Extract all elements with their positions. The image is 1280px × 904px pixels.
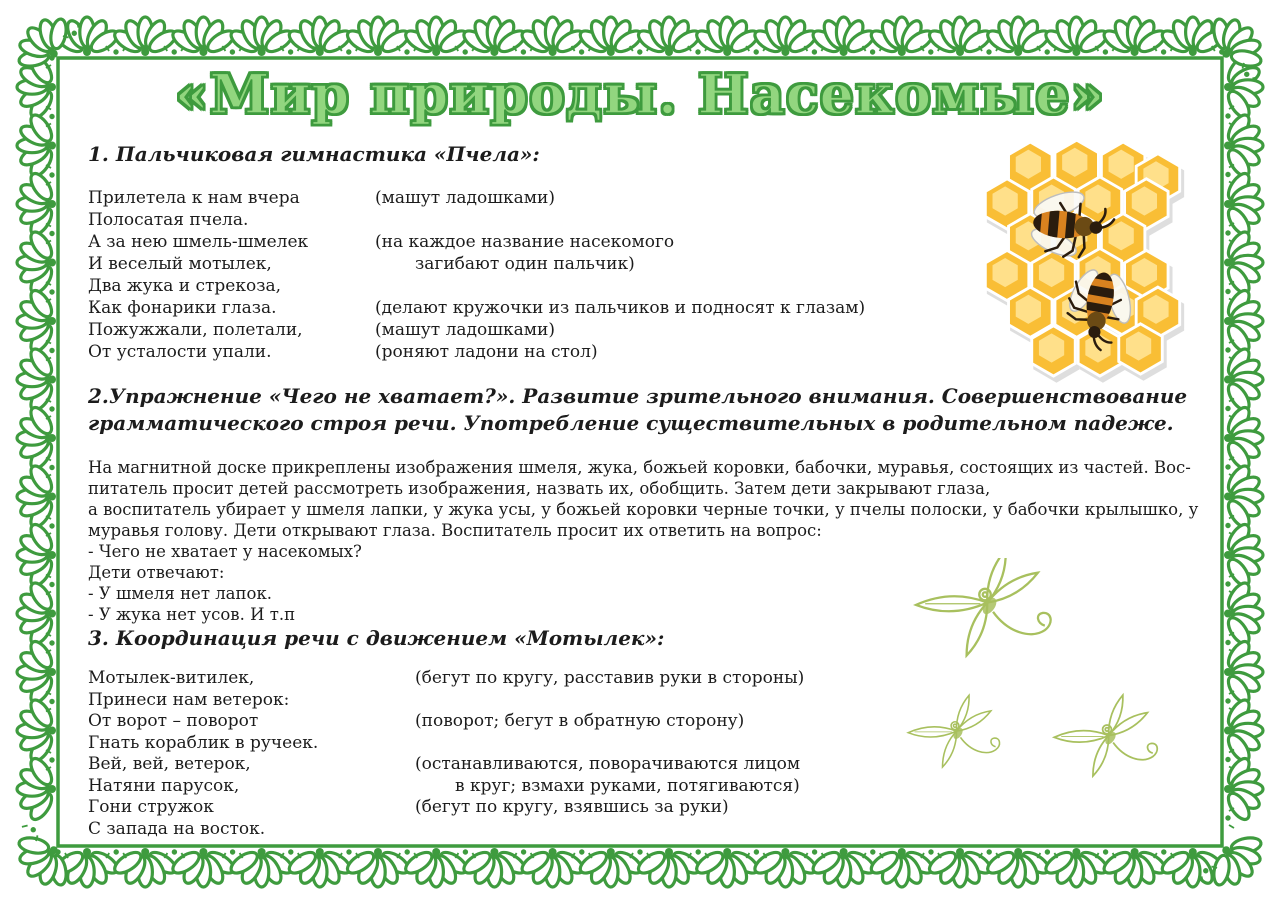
section-1-heading: 1. Пальчиковая гимнастика «Пчела»: [88,142,540,166]
verse-line: Пожужжали, полетали, [88,320,303,340]
verse-line: Прилетела к нам вчера [88,188,300,208]
movement-instruction: загибают один пальчик) [415,254,635,274]
verse-line: Как фонарики глаза. [88,298,277,318]
paragraph-line: - Чего не хватает у насекомых? [88,542,362,561]
stanza-row [88,275,865,297]
movement-instruction: (машут ладошками) [375,320,555,340]
paragraph-line: муравья голову. Дети открывают глаза. Воспитатель просит их ответить на вопрос: [88,521,822,540]
verse-line: Два жука и стрекоза, [88,276,282,296]
dragonfly-icon [916,558,1051,656]
movement-instruction: (на каждое название насекомого [375,232,675,252]
verse-line: Гнать кораблик в ручеек. [88,732,319,753]
verse-line: А за нею шмель-шмелек [88,232,309,252]
verse-line: Полосатая пчела. [88,210,249,230]
paragraph-line: питатель просит детей рассмотреть изображения, назвать их, обобщить. Затем дети закрывают глаза, [88,479,991,498]
honeycomb-cells [985,140,1179,376]
section-3-heading: 3. Координация речи с движением «Мотылек»: [88,626,665,650]
stanza-row [88,754,804,776]
paragraph-line: - У шмеля нет лапок. [88,584,273,603]
verse-line: От усталости упали. [88,342,272,362]
page-title: «Мир природы. Насекомые» [174,62,1106,126]
section-1-stanza [88,187,865,363]
section-3-stanza [88,668,804,840]
stanza-row [88,209,865,231]
movement-instruction: (поворот; бегут в обратную сторону) [415,711,745,731]
movement-instruction: в круг; взмахи руками, потягиваются) [455,775,800,796]
verse-line: Принеси нам ветерок: [88,689,290,710]
movement-instruction: (роняют ладони на стол) [375,342,598,362]
movement-instruction: (делают кружочки из пальчиков и подносят к глазам) [375,298,866,318]
movement-instruction: (бегут по кругу, расставив руки в стороны) [415,668,805,688]
stanza-row [88,690,804,712]
dragonflies-illustration [880,558,1210,828]
stanza-row [88,668,804,690]
stanza-row [88,187,865,209]
verse-line: Натяни парусок, [88,775,240,796]
bees-honeycomb-icon [980,136,1185,384]
stanza-row [88,733,804,755]
stanza-row [88,797,804,819]
stanza-row [88,776,804,798]
section-2-heading [88,383,1187,437]
dragonfly-icon [908,695,999,767]
verse-line: Вей, вей, ветерок, [88,754,251,774]
paragraph-line: - У жука нет усов. И т.п [88,605,296,624]
movement-instruction: (останавливаются, поворачиваются лицом [415,754,801,774]
stanza-row [88,319,865,341]
verse-line: Мотылек-витилек, [88,668,255,688]
verse-line: Гони стружок [88,797,214,817]
verse-line: От ворот – поворот [88,711,259,731]
paragraph-line: а воспитатель убирает у шмеля лапки, у жука усы, у божьей коровки черные точки, у пчелы полоски, у бабочки крылышко, у [88,500,1199,519]
dragonfly-icon [1054,695,1157,776]
stanza-row [88,253,865,275]
paragraph-line: Дети отвечают: [88,563,225,582]
verse-line: С запада на восток. [88,818,266,839]
movement-instruction: (машут ладошками) [375,188,555,208]
stanza-row [88,711,804,733]
verse-line: И веселый мотылек, [88,254,272,274]
section-2-heading-line2: грамматического строя речи. Употребление существительных в родительном падеже. [88,411,1174,435]
stanza-row [88,231,865,253]
paragraph-line: На магнитной доске прикреплены изображения шмеля, жука, божьей коровки, бабочки, муравья, состоящих из частей. Вос- [88,458,1191,477]
movement-instruction: (бегут по кругу, взявшись за руки) [415,797,729,817]
stanza-row [88,819,804,841]
section-2-heading-line1: 2.Упражнение «Чего не хватает?». Развитие зрительного внимания. Совершенствование [88,384,1188,408]
stanza-row [88,341,865,363]
stanza-row [88,297,865,319]
